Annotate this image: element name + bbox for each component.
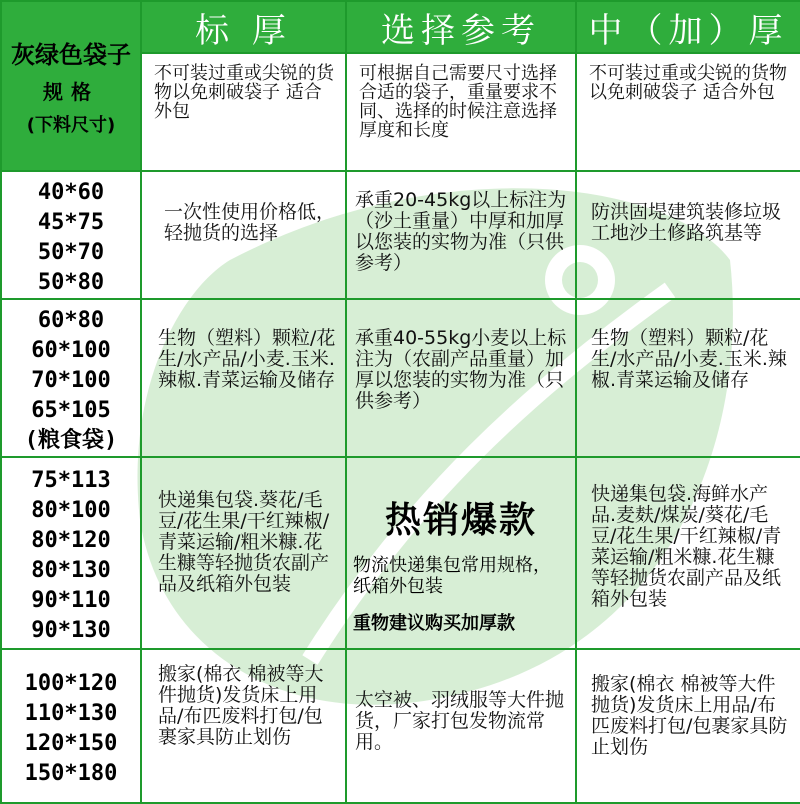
- standard-cell: 快递集包袋.葵花/毛豆/花生果/干红辣椒/青菜运输/粗米糠.花生糠等轻抛货农副产品及纸箱外包装: [141, 457, 346, 649]
- thick-cell: 搬家(棉衣 棉被等大件抛货)发货床上用品/布匹废料打包/包裹家具防止划伤: [576, 649, 800, 803]
- column-header-reference: 选择参考: [346, 1, 576, 53]
- row-label-line-1: 灰绿色袋子: [11, 41, 131, 69]
- size-item: 90*130: [31, 618, 111, 643]
- size-item: 50*70: [37, 240, 105, 265]
- standard-cell: 搬家(棉衣 棉被等大件抛货)发货床上用品/布匹废料打包/包裹家具防止划伤: [141, 649, 346, 803]
- reference-cell: [346, 457, 576, 649]
- row-label-header: [1, 1, 141, 171]
- note-thick: 不可装过重或尖锐的货物以免刺破袋子 适合外包: [576, 53, 800, 171]
- hot-seller-desc: 物流快递集包常用规格，纸箱外包装: [353, 555, 551, 597]
- row-label-line-2: 规格: [43, 80, 99, 104]
- size-item: 70*100: [31, 368, 111, 393]
- size-item: 65*105: [31, 398, 111, 423]
- size-item: 80*130: [31, 558, 111, 583]
- note-reference: 可根据自己需要尺寸选择合适的袋子，重量要求不同、选择的时候注意选择厚度和长度: [346, 53, 576, 171]
- note-standard: 不可装过重或尖锐的货物以免刺破袋子 适合外包: [141, 53, 346, 171]
- table-row: [1, 299, 800, 457]
- thick-cell: 快递集包袋.海鲜水产品.麦麸/煤炭/葵花/毛豆/花生果/干红辣椒/青菜运输/粗米糠.花生糠等轻抛货农副产品及纸箱外包装: [576, 457, 800, 649]
- size-item: 75*113: [31, 468, 111, 493]
- size-item: 60*100: [31, 338, 111, 363]
- size-item: 90*110: [31, 588, 111, 613]
- size-list: [1, 649, 141, 803]
- standard-cell: 一次性使用价格低，轻抛货的选择: [141, 171, 346, 299]
- column-header-thick: 中（加）厚: [576, 1, 800, 53]
- size-item: 100*120: [24, 671, 118, 696]
- table-row: [1, 649, 800, 803]
- size-item: (粮食袋): [24, 428, 118, 453]
- thick-cell: 防洪固堤建筑装修垃圾工地沙土修路筑基等: [576, 171, 800, 299]
- hot-seller-title: 热销爆款: [384, 500, 537, 541]
- row-label-line-3: (下料尺寸): [26, 115, 116, 136]
- size-item: 150*180: [24, 761, 118, 786]
- table-row: [1, 171, 800, 299]
- size-item: 50*80: [37, 270, 105, 295]
- reference-cell: 承重40-55kg小麦以上标注为（农副产品重量）加厚以您装的实物为准（只供参考）: [346, 299, 576, 457]
- size-item: 45*75: [37, 210, 105, 235]
- column-header-standard: 标 厚: [141, 1, 346, 53]
- reference-cell: 承重20-45kg以上标注为（沙土重量）中厚和加厚以您装的实物为准（只供参考）: [346, 171, 576, 299]
- thick-cell: 生物（塑料）颗粒/花生/水产品/小麦.玉米.辣椒.青菜运输及储存: [576, 299, 800, 457]
- size-item: 40*60: [37, 180, 105, 205]
- size-list: [1, 457, 141, 649]
- hot-seller-note: 重物建议购买加厚款: [353, 613, 515, 634]
- size-item: 60*80: [37, 308, 105, 333]
- size-list: [1, 299, 141, 457]
- size-item: 110*130: [24, 701, 118, 726]
- size-item: 80*100: [31, 498, 111, 523]
- size-item: 120*150: [24, 731, 118, 756]
- reference-cell: 太空被、羽绒服等大件抛货，厂家打包发物流常用。: [346, 649, 576, 803]
- table-row: [1, 457, 800, 649]
- standard-cell: 生物（塑料）颗粒/花生/水产品/小麦.玉米.辣椒.青菜运输及储存: [141, 299, 346, 457]
- size-list: [1, 171, 141, 299]
- size-item: 80*120: [31, 528, 111, 553]
